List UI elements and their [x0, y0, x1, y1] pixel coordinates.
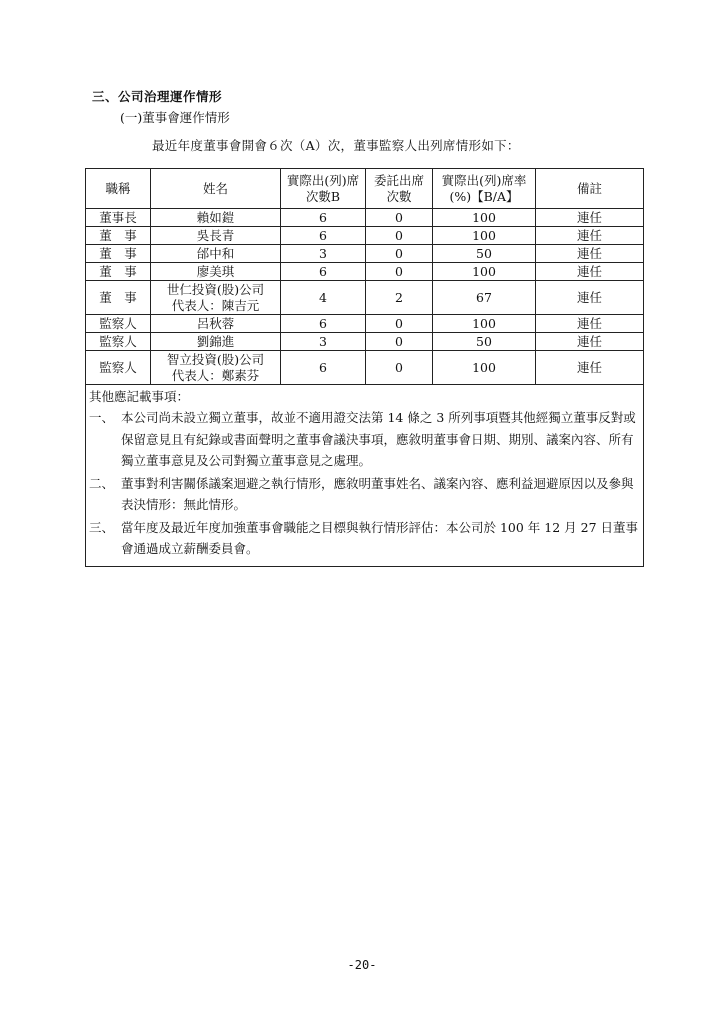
cell-rate: 100: [433, 227, 536, 245]
cell-remark: 連任: [536, 281, 644, 315]
cell-proxy: 2: [366, 281, 433, 315]
cell-name: 邰中和: [151, 245, 281, 263]
cell-remark: 連任: [536, 245, 644, 263]
cell-title: 董 事: [86, 263, 151, 281]
section-title: 三、公司治理運作情形: [92, 89, 223, 104]
note-text: 當年度及最近年度加強董事會職能之目標與執行情形評估：本公司於 100 年 12 月 27 日董事會通過成立薪酬委員會。: [121, 519, 639, 556]
cell-rate: 67: [433, 281, 536, 315]
header-remark: 備註: [536, 169, 644, 209]
header-name: 姓名: [151, 169, 281, 209]
cell-attend: 6: [281, 315, 366, 333]
page-number: -20-: [347, 958, 377, 972]
notes-row: [86, 385, 644, 567]
cell-remark: 連任: [536, 227, 644, 245]
table-row: [86, 209, 644, 227]
cell-proxy: 0: [366, 263, 433, 281]
table-row: [86, 263, 644, 281]
note-item: [89, 407, 639, 472]
cell-remark: 連任: [536, 263, 644, 281]
cell-name: 劉錦進: [151, 333, 281, 351]
cell-attend: 6: [281, 351, 366, 385]
note-text: 本公司尚未設立獨立董事，故並不適用證交法第 14 條之 3 所列事項暨其他經獨立董事反對或保留意見且有紀錄或書面聲明之董事會議決事項，應敘明董事會日期、期別、議案內容、所有獨立董事意見及公司對獨立董事意見之處理。: [121, 410, 636, 468]
cell-name: 吳長青: [151, 227, 281, 245]
cell-proxy: 0: [366, 227, 433, 245]
note-marker: 三、: [89, 519, 115, 535]
cell-title: 監察人: [86, 315, 151, 333]
cell-attend: 6: [281, 209, 366, 227]
note-text: 董事對利害關係議案迴避之執行情形，應敘明董事姓名、議案內容、應利益迴避原因以及參與表決情形：無此情形。: [121, 475, 634, 512]
cell-title: 董事長: [86, 209, 151, 227]
cell-attend: 4: [281, 281, 366, 315]
cell-title: 監察人: [86, 333, 151, 351]
table-header-row: [86, 169, 644, 209]
cell-title: 董 事: [86, 245, 151, 263]
board-attendance-table: [85, 168, 644, 567]
cell-remark: 連任: [536, 351, 644, 385]
cell-remark: 連任: [536, 209, 644, 227]
table-row: [86, 227, 644, 245]
cell-remark: 連任: [536, 333, 644, 351]
note-item: [89, 517, 639, 560]
cell-rate: 100: [433, 263, 536, 281]
cell-rate: 100: [433, 209, 536, 227]
table-row: [86, 245, 644, 263]
cell-rate: 100: [433, 351, 536, 385]
notes-heading: 其他應記載事項：: [89, 389, 190, 404]
header-rate: 實際出(列)席率 (%)【B/A】: [433, 169, 536, 209]
cell-proxy: 0: [366, 315, 433, 333]
cell-proxy: 0: [366, 351, 433, 385]
table-row: [86, 333, 644, 351]
table-row: [86, 315, 644, 333]
table-row: [86, 281, 644, 315]
cell-rate: 50: [433, 245, 536, 263]
cell-proxy: 0: [366, 209, 433, 227]
header-attend: 實際出(列)席 次數B: [281, 169, 366, 209]
header-proxy: 委託出席 次數: [366, 169, 433, 209]
cell-rate: 100: [433, 315, 536, 333]
table-row: [86, 351, 644, 385]
note-marker: 二、: [89, 475, 115, 491]
header-title: 職稱: [86, 169, 151, 209]
note-item: [89, 473, 639, 516]
notes-cell: [86, 385, 644, 567]
cell-title: 監察人: [86, 351, 151, 385]
cell-title: 董 事: [86, 281, 151, 315]
cell-proxy: 0: [366, 333, 433, 351]
cell-remark: 連任: [536, 315, 644, 333]
cell-name: 呂秋蓉: [151, 315, 281, 333]
cell-proxy: 0: [366, 245, 433, 263]
cell-name: 世仁投資(股)公司 代表人：陳吉元: [151, 281, 281, 315]
subsection-title: (一)董事會運作情形: [120, 110, 230, 125]
cell-name: 廖美琪: [151, 263, 281, 281]
cell-attend: 6: [281, 227, 366, 245]
cell-title: 董 事: [86, 227, 151, 245]
intro-text: 最近年度董事會開會６次（A）次，董事監察人出列席情形如下：: [152, 138, 520, 153]
cell-name: 智立投資(股)公司 代表人：鄭素芬: [151, 351, 281, 385]
cell-name: 賴如鎧: [151, 209, 281, 227]
cell-attend: 6: [281, 263, 366, 281]
cell-attend: 3: [281, 245, 366, 263]
cell-attend: 3: [281, 333, 366, 351]
cell-rate: 50: [433, 333, 536, 351]
note-marker: 一、: [89, 410, 115, 425]
